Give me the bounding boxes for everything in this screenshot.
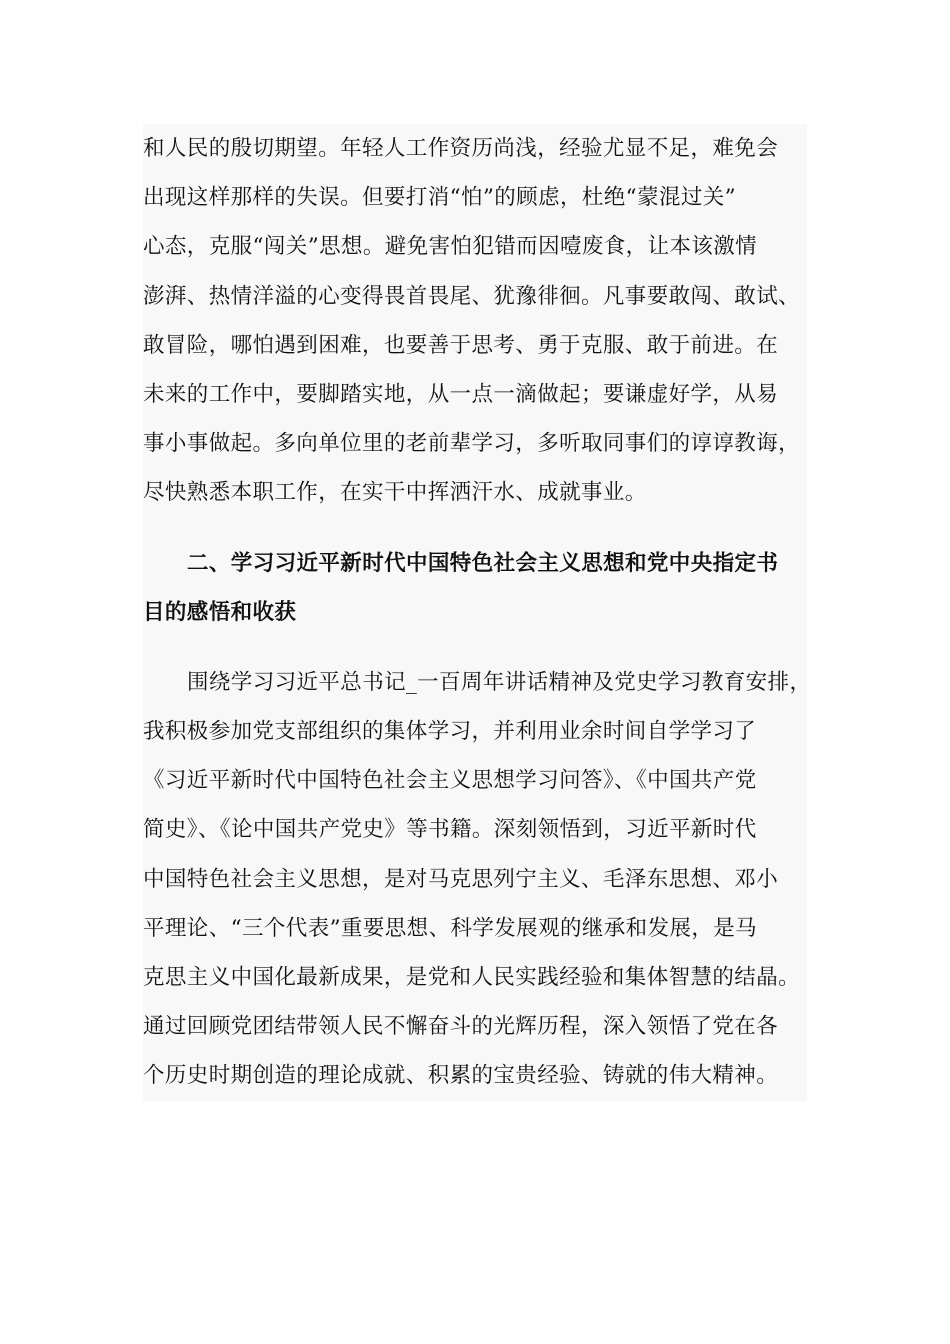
paragraph-line: 尽快熟悉本职工作，在实干中挥洒汗水、成就事业。 bbox=[143, 480, 647, 506]
paragraph-line: 未来的工作中，要脚踏实地，从一点一滴做起；要谦虚好学，从易 bbox=[143, 381, 779, 407]
paragraph-2 bbox=[143, 658, 812, 1101]
paragraph-line: 平理论、“三个代表”重要思想、科学发展观的继承和发展，是马 bbox=[143, 915, 758, 941]
paragraph-line: 事小事做起。多向单位里的老前辈学习，多听取同事们的谆谆教诲， bbox=[143, 431, 801, 457]
paragraph-line: 中国特色社会主义思想，是对马克思列宁主义、毛泽东思想、邓小 bbox=[143, 866, 779, 892]
paragraph-line: 围绕学习习近平总书记_一百周年讲话精神及党史学习教育安排， bbox=[187, 669, 812, 695]
paragraph-line: 简史》、《论中国共产党史》等书籍。深刻领悟到，习近平新时代 bbox=[143, 817, 757, 843]
heading-line: 二、学习习近平新时代中国特色社会主义思想和党中央指定书 bbox=[187, 550, 779, 576]
paragraph-line: 和人民的殷切期望。年轻人工作资历尚浅，经验尤显不足，难免会 bbox=[143, 136, 779, 161]
paragraph-line: 澎湃、热情洋溢的心变得畏首畏尾、犹豫徘徊。凡事要敢闯、敢试、 bbox=[143, 283, 801, 309]
paragraph-spacer bbox=[143, 518, 807, 539]
paragraph-spacer bbox=[143, 637, 807, 658]
paragraph-line: 克思主义中国化最新成果，是党和人民实践经验和集体智慧的结晶。 bbox=[143, 965, 801, 990]
heading-line: 目的感悟和收获 bbox=[143, 599, 297, 625]
paragraph-line: 出现这样那样的失误。但要打消“怕”的顾虑，杜绝“蒙混过关” bbox=[143, 185, 737, 211]
paragraph-line: 心态，克服“闯关”思想。避免害怕犯错而因噎废食，让本该激情 bbox=[143, 234, 758, 260]
paragraph-line: 《习近平新时代中国特色社会主义思想学习问答》、《中国共产党 bbox=[143, 768, 757, 794]
paragraph-line: 我积极参加党支部组织的集体学习，并利用业余时间自学学习了 bbox=[143, 719, 757, 745]
paragraph-line: 个历史时期创造的理论成就、积累的宝贵经验、铸就的伟大精神。 bbox=[143, 1063, 779, 1089]
section-heading-2 bbox=[143, 539, 807, 637]
document-body bbox=[143, 124, 812, 1101]
paragraph-1 bbox=[143, 124, 807, 518]
paragraph-line: 敢冒险，哪怕遇到困难，也要善于思考、勇于克服、敢于前进。在 bbox=[143, 332, 779, 358]
paragraph-line: 通过回顾党团结带领人民不懈奋斗的光辉历程，深入领悟了党在各 bbox=[143, 1014, 779, 1040]
